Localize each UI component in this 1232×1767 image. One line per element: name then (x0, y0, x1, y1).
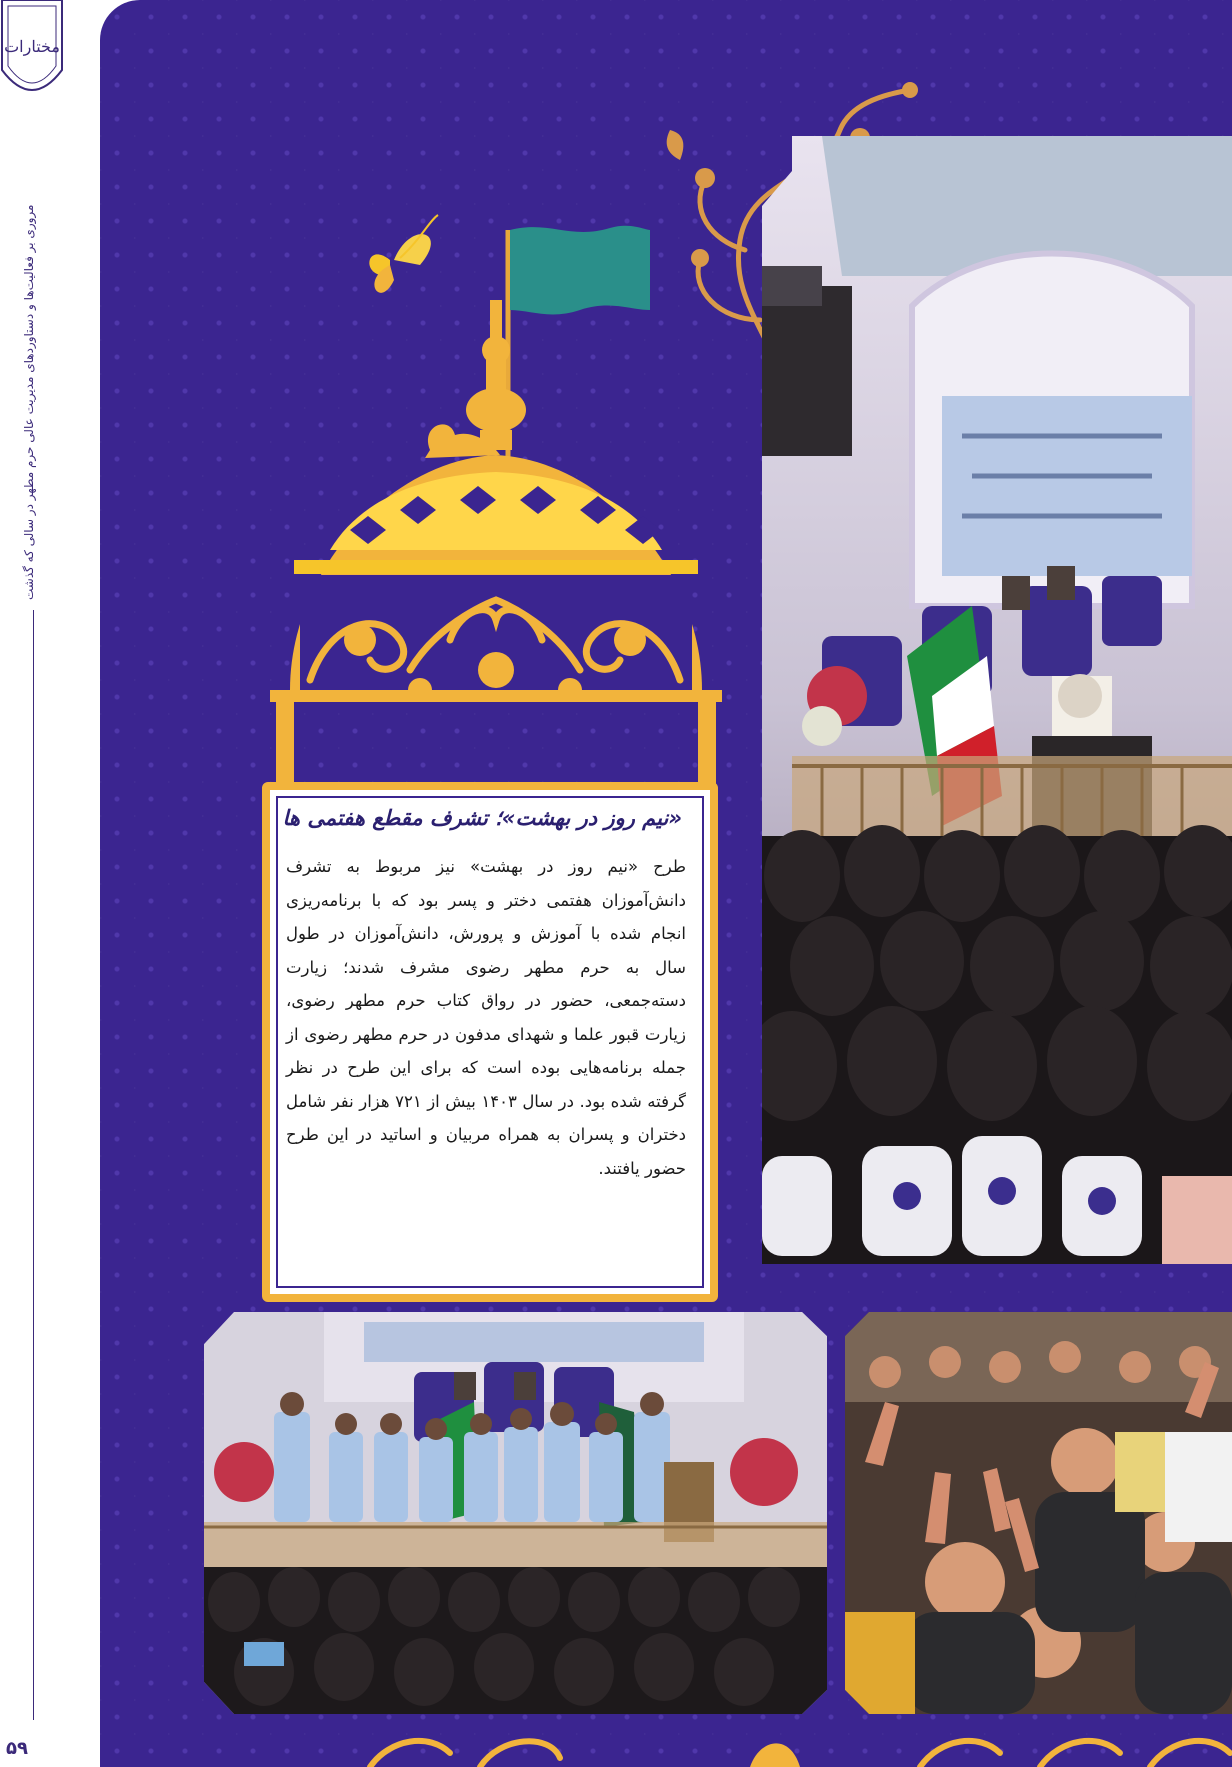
page-margin (0, 0, 100, 1767)
running-header: مروری بر فعالیت‌ها و دستاوردهای مدیریت عالی حرم مطهر در سالی که گذشت (22, 204, 36, 600)
photo-students-cheering (845, 1312, 1232, 1714)
floral-ornament-bottom (360, 1718, 1232, 1767)
page-number: ۵۹ (6, 1738, 28, 1759)
running-header-rule (33, 610, 34, 1720)
article-card (262, 782, 718, 1302)
photo-ceremony-hall (762, 136, 1232, 1264)
teal-flag (510, 226, 650, 315)
logo-text: مختارات (4, 37, 60, 56)
photo-choir-stage (204, 1312, 827, 1714)
article-title: «نیم روز در بهشت»؛ تشرف مقطع هفتمی ها (282, 806, 682, 830)
magazine-logo (0, 0, 72, 110)
butterfly-icon (369, 215, 438, 293)
article-body: طرح «نیم روز در بهشت» نیز مربوط به تشرف دانش‌آموزان هفتمی دختر و پسر بود که با برنامه‌ریزی انجام شده با آموزش و پرورش، دانش‌آموزان در طول سال به حرم مطهر رضوی مشرف شدند؛ زیارت دسته‌جمعی، حضور در رواق کتاب حرم مطهر رضوی، زیارت قبور علما و شهدای مدفون در حرم مطهر رضوی از جمله برنامه‌هایی بوده است که برای این طرح در نظر گرفته شده بود. در سال ۱۴۰۳ بیش از ۷۲۱ هزار نفر شامل دختران و پسران به همراه مربیان و اساتید در این طرح حضور یافتند. (286, 857, 686, 1178)
lantern-illustration (250, 200, 750, 800)
